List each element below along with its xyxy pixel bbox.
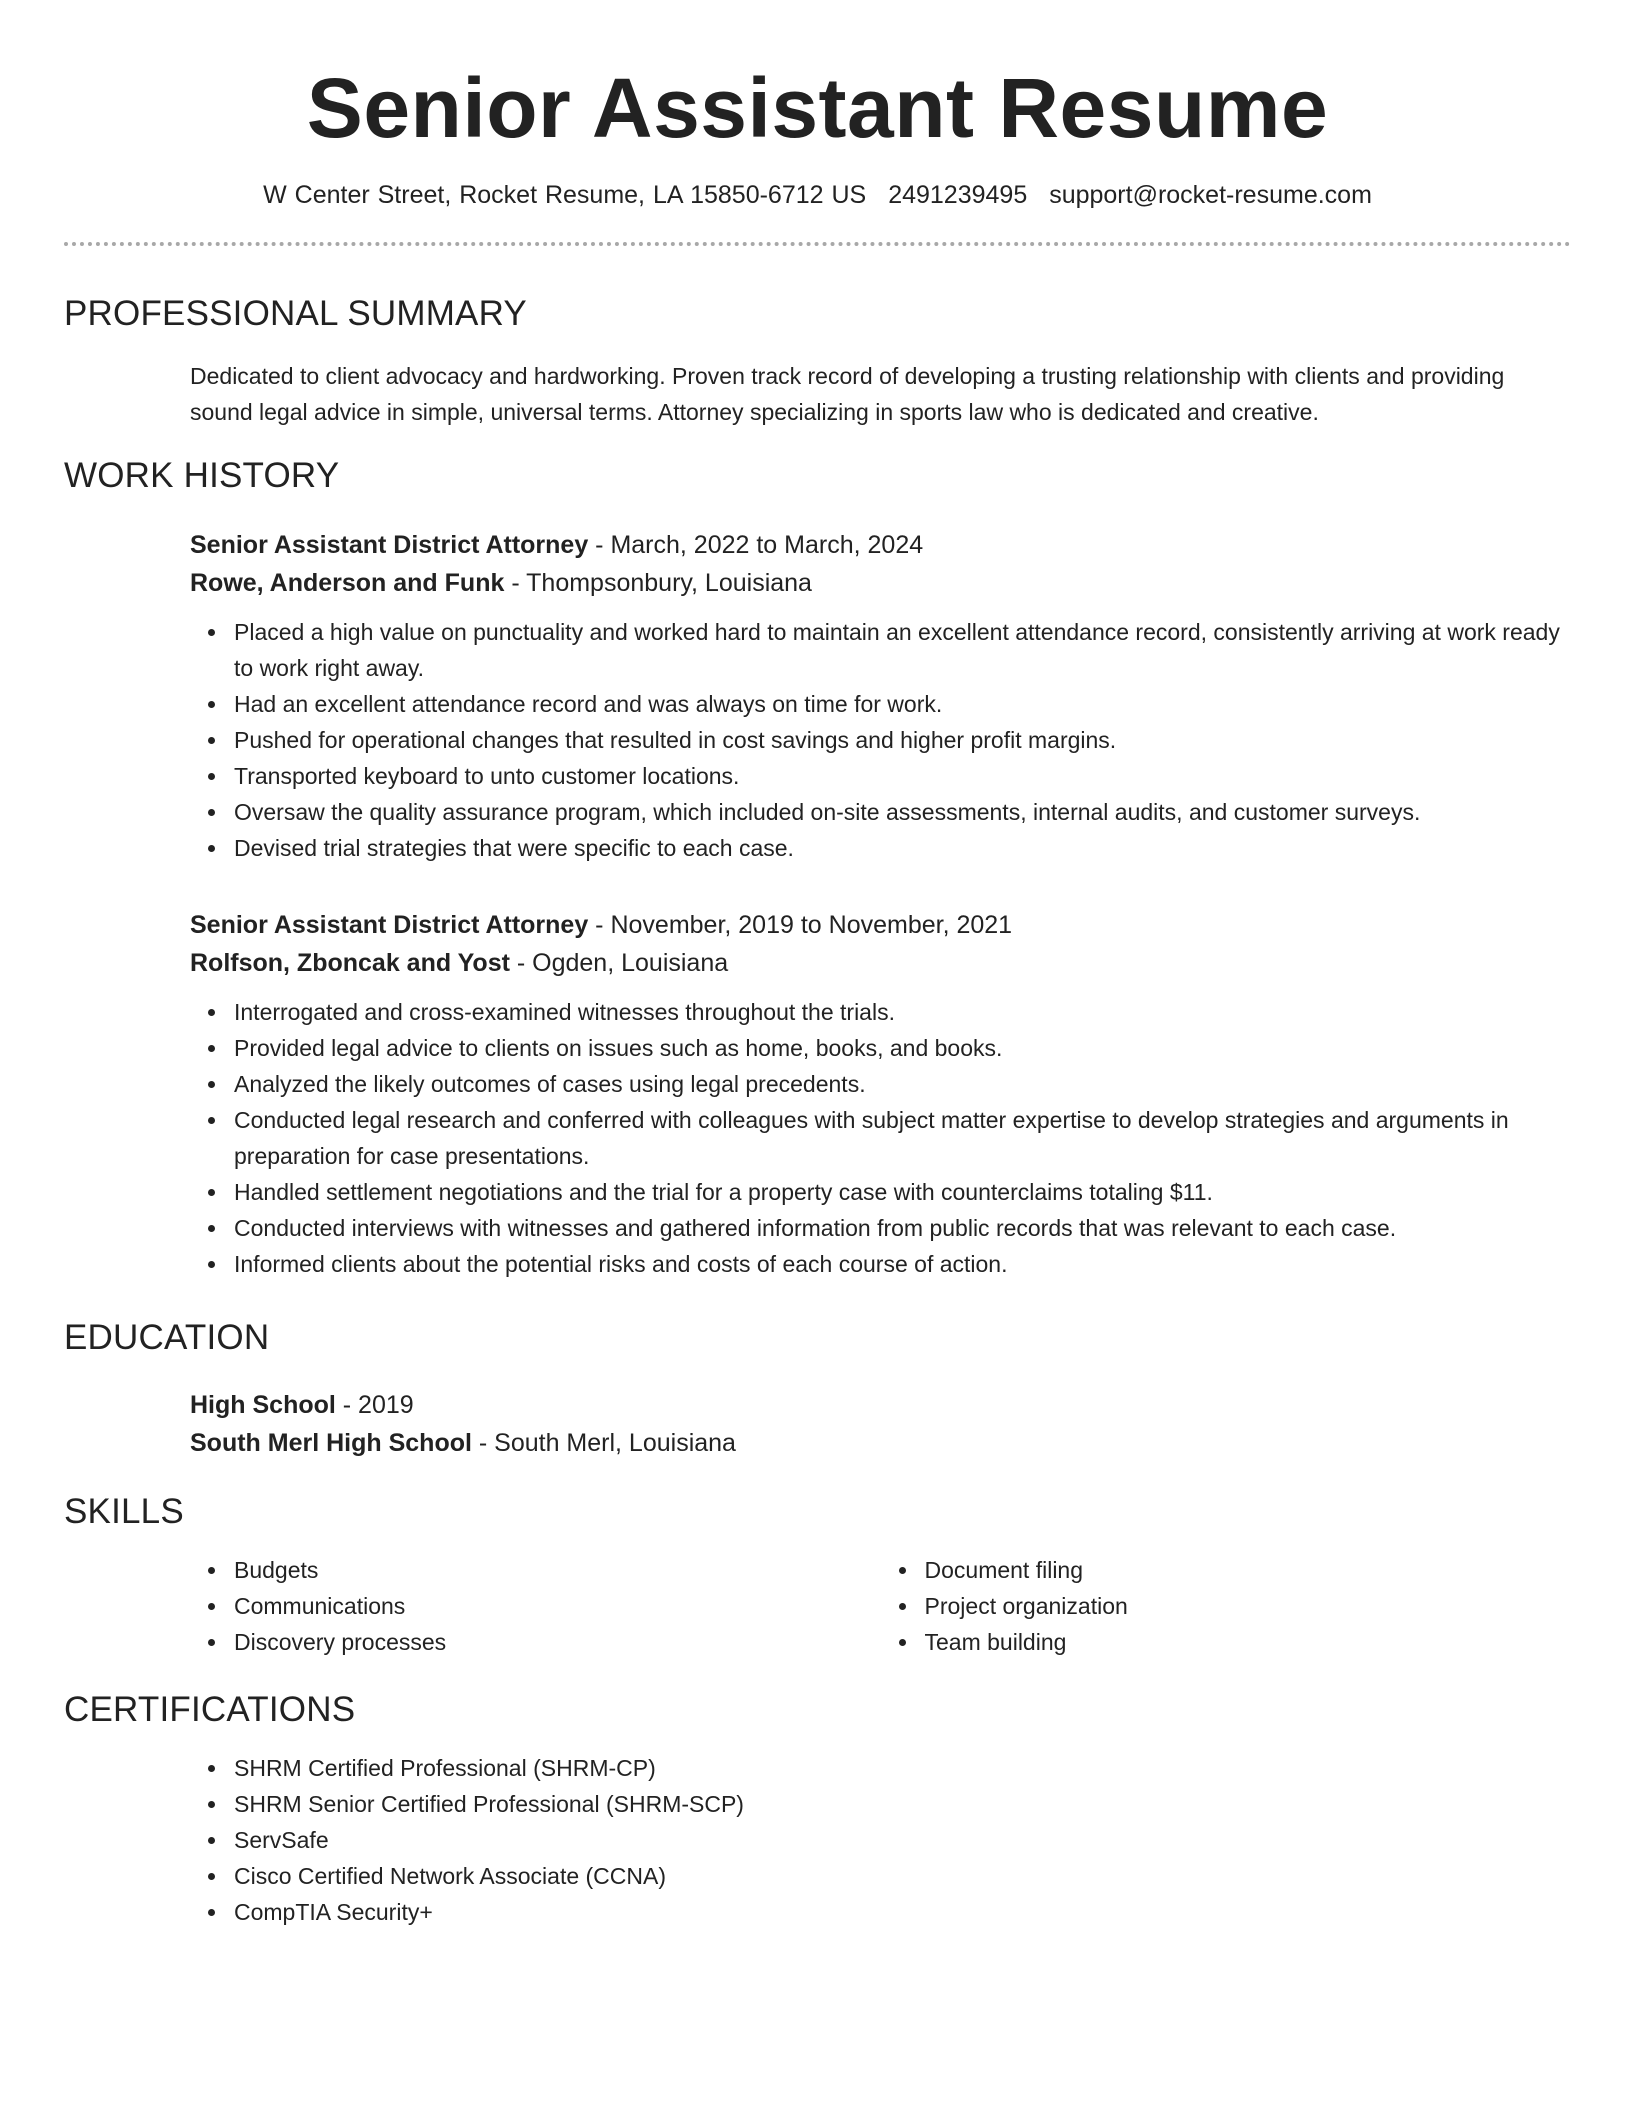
header-divider <box>64 242 1571 246</box>
skills-column-right <box>881 1552 1572 1660</box>
education-location: - South Merl, Louisiana <box>471 1429 736 1457</box>
professional-summary-section <box>64 292 1571 430</box>
certification-item: ServSafe <box>234 1822 1571 1858</box>
skill-item: Budgets <box>234 1552 881 1588</box>
skills-section <box>64 1490 1571 1660</box>
certifications-list <box>190 1750 1571 1930</box>
resume-title: Senior Assistant Resume <box>306 61 1329 155</box>
job-dates: - March, 2022 to March, 2024 <box>588 531 924 559</box>
education-section <box>64 1316 1571 1462</box>
skill-item: Team building <box>925 1624 1572 1660</box>
job-bullet: Transported keyboard to unto customer locations. <box>234 758 1571 794</box>
job-title-line <box>190 526 1571 564</box>
job-bullet: Oversaw the quality assurance program, which included on-site assessments, internal audits, and customer surveys. <box>234 794 1571 830</box>
job-bullets <box>190 614 1571 866</box>
job-dates: - November, 2019 to November, 2021 <box>588 911 1013 939</box>
job-location: - Ogden, Louisiana <box>509 949 729 977</box>
contact-email: support@rocket-resume.com <box>1049 181 1372 209</box>
education-year: - 2019 <box>335 1391 414 1419</box>
job-company: Rolfson, Zboncak and Yost <box>190 949 510 977</box>
section-heading-education: EDUCATION <box>64 1318 270 1357</box>
contact-line <box>64 178 1571 212</box>
job-bullet: Conducted legal research and conferred with colleagues with subject matter expertise to develop strategies and arguments in preparation for case presentations. <box>234 1102 1571 1174</box>
section-heading-work: WORK HISTORY <box>64 456 340 495</box>
job-bullet: Conducted interviews with witnesses and gathered information from public records that was relevant to each case. <box>234 1210 1571 1246</box>
skill-item: Project organization <box>925 1588 1572 1624</box>
job-bullet: Analyzed the likely outcomes of cases using legal precedents. <box>234 1066 1571 1102</box>
contact-address: W Center Street, Rocket Resume, LA 15850-6712 US <box>263 181 867 209</box>
job-title: Senior Assistant District Attorney <box>190 531 589 559</box>
skills-grid <box>190 1552 1571 1660</box>
section-heading-certifications: CERTIFICATIONS <box>64 1690 356 1729</box>
job-company: Rowe, Anderson and Funk <box>190 569 505 597</box>
certifications-section <box>64 1688 1571 1930</box>
job-bullet: Pushed for operational changes that resulted in cost savings and higher profit margins. <box>234 722 1571 758</box>
job-entry <box>190 526 1571 866</box>
certification-item: SHRM Certified Professional (SHRM-CP) <box>234 1750 1571 1786</box>
certification-bullets <box>190 1750 1571 1930</box>
job-title: Senior Assistant District Attorney <box>190 911 589 939</box>
job-bullet: Placed a high value on punctuality and worked hard to maintain an excellent attendance record, consistently arriving at work ready to work right away. <box>234 614 1571 686</box>
job-bullet: Handled settlement negotiations and the trial for a property case with counterclaims totaling $11. <box>234 1174 1571 1210</box>
work-history-section <box>64 454 1571 1282</box>
job-bullet: Had an excellent attendance record and was always on time for work. <box>234 686 1571 722</box>
education-school: South Merl High School <box>190 1429 472 1457</box>
summary-text: Dedicated to client advocacy and hardworking. Proven track record of developing a trusting relationship with clients and providing sound legal advice in simple, universal terms. Attorney specializing in sports law who is dedicated and creative. <box>190 363 1505 425</box>
job-entry <box>190 906 1571 1282</box>
contact-phone: 2491239495 <box>888 181 1028 209</box>
job-bullets <box>190 994 1571 1282</box>
certification-item: SHRM Senior Certified Professional (SHRM-SCP) <box>234 1786 1571 1822</box>
section-heading-skills: SKILLS <box>64 1492 184 1531</box>
education-degree: High School <box>190 1391 336 1419</box>
skill-item: Communications <box>234 1588 881 1624</box>
education-entry <box>190 1386 1571 1462</box>
resume-page <box>64 0 1571 1930</box>
certification-item: Cisco Certified Network Associate (CCNA) <box>234 1858 1571 1894</box>
skills-column-left <box>190 1552 881 1660</box>
education-degree-line <box>190 1386 1571 1424</box>
job-bullet: Interrogated and cross-examined witnesses throughout the trials. <box>234 994 1571 1030</box>
job-company-line <box>190 944 1571 982</box>
skill-item: Document filing <box>925 1552 1572 1588</box>
job-bullet: Devised trial strategies that were specific to each case. <box>234 830 1571 866</box>
certification-item: CompTIA Security+ <box>234 1894 1571 1930</box>
job-bullet: Provided legal advice to clients on issues such as home, books, and books. <box>234 1030 1571 1066</box>
education-school-line <box>190 1424 1571 1462</box>
job-location: - Thompsonbury, Louisiana <box>504 569 812 597</box>
job-bullet: Informed clients about the potential risks and costs of each course of action. <box>234 1246 1571 1282</box>
job-company-line <box>190 564 1571 602</box>
skill-item: Discovery processes <box>234 1624 881 1660</box>
job-title-line <box>190 906 1571 944</box>
section-heading-summary: PROFESSIONAL SUMMARY <box>64 294 527 333</box>
